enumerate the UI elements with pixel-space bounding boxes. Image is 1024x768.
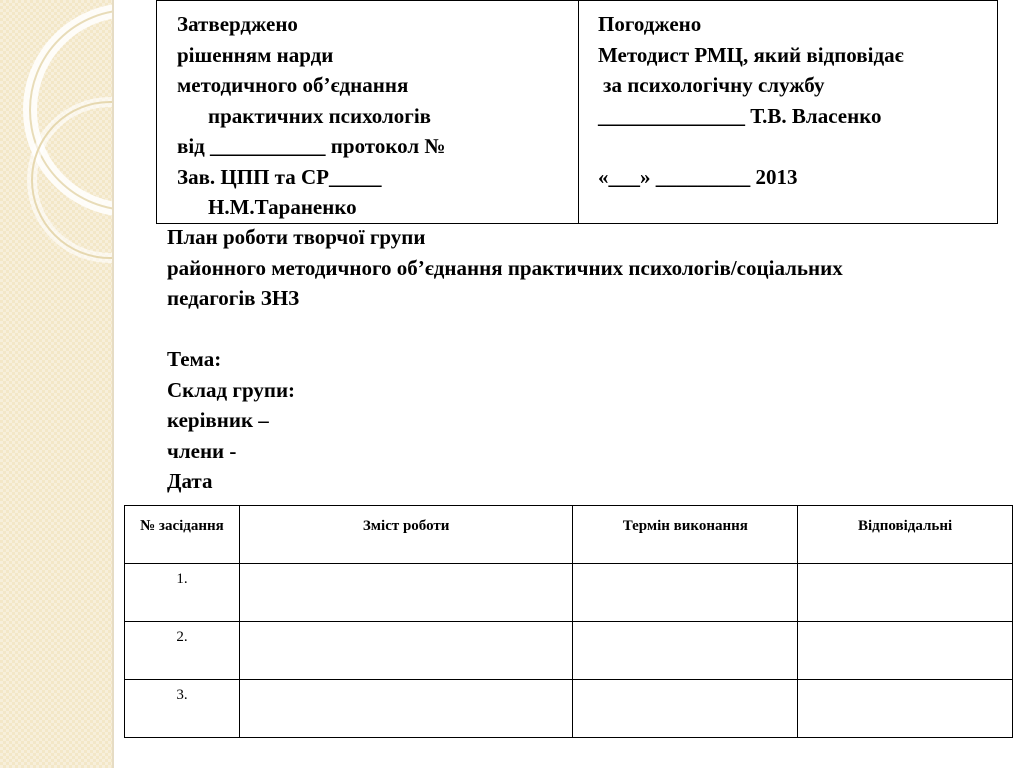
table-row (125, 622, 1013, 680)
decorative-side-strip (0, 0, 112, 768)
date-label: Дата (167, 469, 213, 493)
plan-title: План роботи творчої групи (167, 225, 426, 249)
plan-section (167, 222, 1007, 497)
cell-content[interactable] (239, 622, 573, 680)
agreed-signature: ______________ Т.В. Власенко (598, 103, 882, 128)
cell-number: 1. (125, 564, 240, 622)
decorative-rings-icon (0, 0, 112, 768)
members-label: члени - (167, 438, 237, 463)
side-divider (112, 0, 114, 768)
cell-deadline[interactable] (573, 622, 798, 680)
composition-label: Склад групи: (167, 377, 296, 402)
cell-responsible[interactable] (798, 680, 1013, 738)
approved-decision: рішенням нарди (177, 42, 334, 67)
spacer (167, 314, 1007, 345)
leader-label: керівник – (167, 408, 269, 432)
cell-responsible[interactable] (798, 622, 1013, 680)
approved-block (157, 1, 579, 223)
approved-psychologists: практичних психологів (208, 103, 432, 128)
agreed-service: за психологічну службу (603, 73, 825, 97)
header-work-content: Зміст роботи (239, 506, 573, 564)
approved-association: методичного об’єднання (177, 73, 409, 97)
cell-responsible[interactable] (798, 564, 1013, 622)
header-deadline: Термін виконання (573, 506, 798, 564)
plan-title-line3: педагогів ЗНЗ (167, 286, 300, 310)
agreed-block (579, 1, 997, 223)
approved-label: Затверджено (177, 12, 298, 36)
header-responsible: Відповідальні (798, 506, 1013, 564)
topic-label: Тема: (167, 347, 222, 371)
table-row (125, 680, 1013, 738)
plan-title-line2: районного методичного об’єднання практичних психологів/соціальних (167, 255, 843, 280)
cell-deadline[interactable] (573, 564, 798, 622)
cell-deadline[interactable] (573, 680, 798, 738)
header-meeting-number: № засідання (125, 506, 240, 564)
cell-number: 2. (125, 622, 240, 680)
cell-content[interactable] (239, 680, 573, 738)
agreed-date: «___» _________ 2013 (598, 164, 798, 189)
agreed-methodist: Методист РМЦ, який відповідає (598, 42, 904, 67)
work-plan-table (124, 505, 1013, 738)
cell-content[interactable] (239, 564, 573, 622)
table-header-row (125, 506, 1013, 564)
agreed-blank (598, 131, 997, 162)
approved-head: Зав. ЦПП та СР_____ (177, 164, 382, 189)
approval-header-table (156, 0, 998, 224)
table-row (125, 564, 1013, 622)
cell-number: 3. (125, 680, 240, 738)
approved-head-name: Н.М.Тараненко (208, 195, 357, 219)
agreed-label: Погоджено (598, 12, 702, 36)
approved-protocol: від ___________ протокол № (177, 134, 446, 158)
